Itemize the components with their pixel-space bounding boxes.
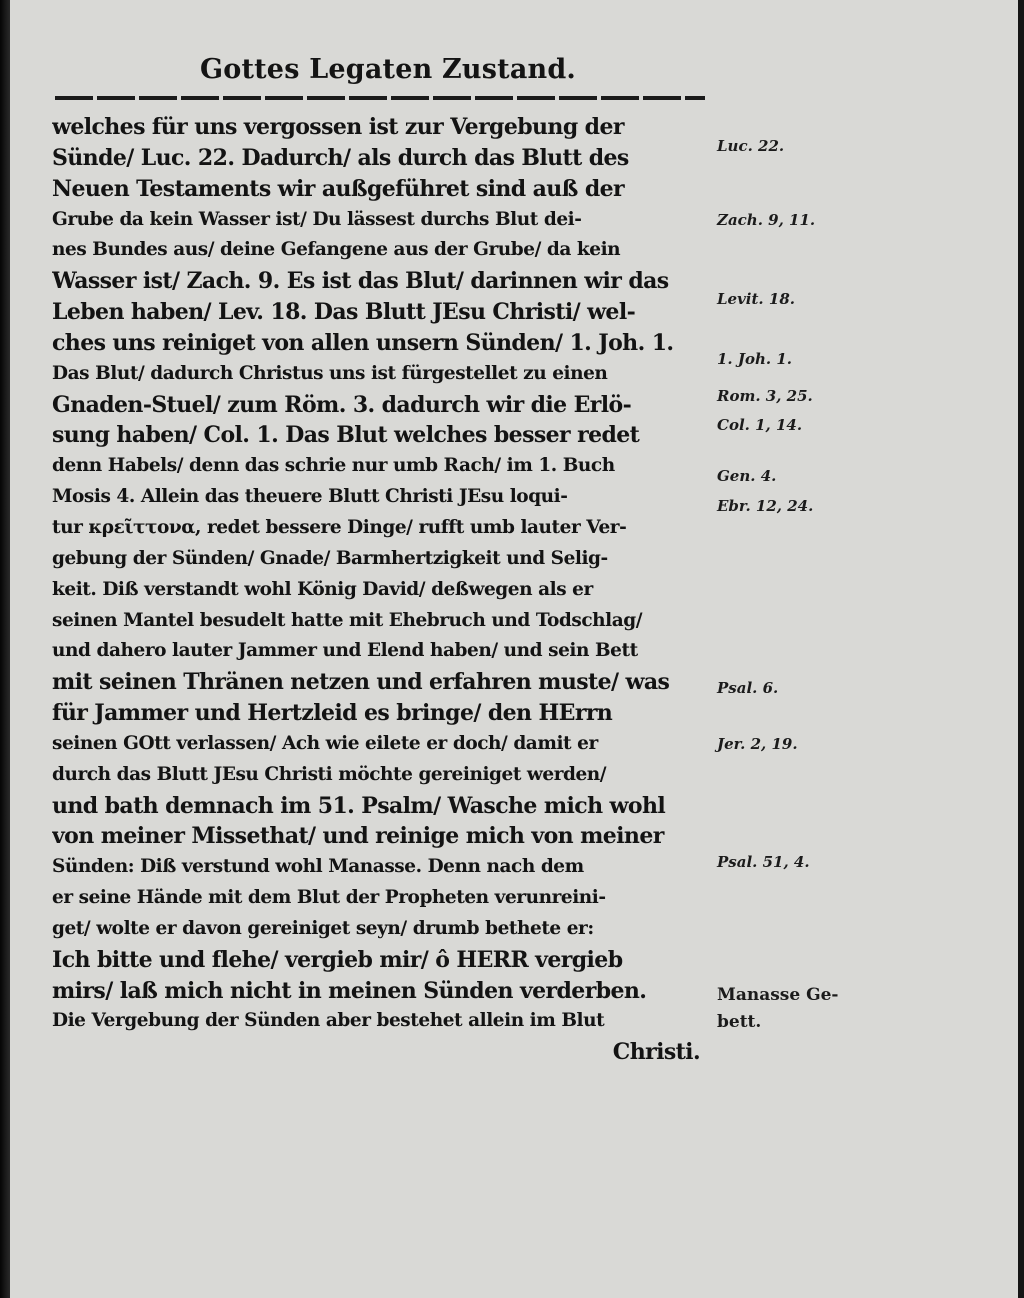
text-line: Wasser ist/ Zach. 9. Es ist das Blut/ darinnen wir das xyxy=(52,268,669,295)
text-line: Sünden: Diß verstund wohl Manasse. Denn nach dem xyxy=(52,856,584,878)
text-line: Grube da kein Wasser ist/ Du lässest durchs Blut dei- xyxy=(52,208,582,230)
body-text xyxy=(52,112,712,1068)
text-line: und dahero lauter Jammer und Elend haben/ und sein Bett xyxy=(52,640,638,662)
text-line: mirs/ laß mich nicht in meinen Sünden verderben. xyxy=(52,977,647,1004)
text-line: er seine Hände mit dem Blut der Propheten verunreini- xyxy=(52,887,606,909)
margin-note: Col. 1, 14. xyxy=(717,416,803,434)
header-rule xyxy=(55,96,705,100)
margin-note: Levit. 18. xyxy=(717,290,795,308)
text-line: sung haben/ Col. 1. Das Blut welches besser redet xyxy=(52,422,640,449)
margin-note: Ebr. 12, 24. xyxy=(717,497,814,515)
margin-note: Gen. 4. xyxy=(717,467,777,485)
text-line: Sünde/ Luc. 22. Dadurch/ als durch das Blutt des xyxy=(52,144,629,171)
running-head: Gottes Legaten Zustand. xyxy=(200,54,577,85)
margin-note: bett. xyxy=(717,1012,762,1032)
text-line: Gnaden-Stuel/ zum Röm. 3. dadurch wir die Erlö- xyxy=(52,391,632,418)
text-line: get/ wolte er davon gereiniget seyn/ drumb bethete er: xyxy=(52,917,594,939)
margin-note: Manasse Ge- xyxy=(717,985,839,1005)
text-line: welches für uns vergossen ist zur Vergebung der xyxy=(52,114,624,140)
margin-note: Rom. 3, 25. xyxy=(717,387,813,405)
text-line: durch das Blutt JEsu Christi möchte gereiniget werden/ xyxy=(52,763,607,785)
text-line: mit seinen Thränen netzen und erfahren muste/ was xyxy=(52,669,670,696)
margin-note: Jer. 2, 19. xyxy=(717,735,798,753)
text-line: ches uns reiniget von allen unsern Sünden/ 1. Joh. 1. xyxy=(52,329,674,356)
text-line: und bath demnach im 51. Psalm/ Wasche mich wohl xyxy=(52,792,666,819)
text-line: Die Vergebung der Sünden aber bestehet allein im Blut xyxy=(52,1010,605,1032)
margin-note: Zach. 9, 11. xyxy=(717,211,816,229)
text-line: denn Habels/ denn das schrie nur umb Rach/ im 1. Buch xyxy=(52,455,615,477)
text-line: von meiner Missethat/ und reinige mich von meiner xyxy=(52,823,664,850)
margin-note: 1. Joh. 1. xyxy=(717,350,792,368)
catchword: Christi. xyxy=(612,1039,700,1066)
text-line: Leben haben/ Lev. 18. Das Blutt JEsu Christi/ wel- xyxy=(52,299,636,326)
page-edge-shadow xyxy=(0,0,10,1298)
text-line: Das Blut/ dadurch Christus uns ist fürgestellet zu einen xyxy=(52,362,608,384)
text-line: Ich bitte und flehe/ vergieb mir/ ô HERR vergieb xyxy=(52,946,623,973)
text-line: seinen Mantel besudelt hatte mit Ehebruch und Todschlag/ xyxy=(52,609,643,631)
text-line: tur κρεῖττονα, redet bessere Dinge/ rufft umb lauter Ver- xyxy=(52,516,627,538)
text-line: keit. Diß verstandt wohl König David/ deßwegen als er xyxy=(52,578,593,600)
text-line: Mosis 4. Allein das theuere Blutt Christi JEsu loqui- xyxy=(52,486,568,508)
text-line: nes Bundes aus/ deine Gefangene aus der Grube/ da kein xyxy=(52,239,621,261)
margin-note: Psal. 6. xyxy=(717,679,779,697)
margin-notes xyxy=(710,0,870,1298)
text-line: seinen GOtt verlassen/ Ach wie eilete er doch/ damit er xyxy=(52,732,598,754)
text-line: Neuen Testaments wir außgeführet sind auß der xyxy=(52,175,625,202)
text-line: gebung der Sünden/ Gnade/ Barmhertzigkeit und Selig- xyxy=(52,547,608,569)
margin-note: Luc. 22. xyxy=(717,137,785,155)
text-line: für Jammer und Hertzleid es bringe/ den HErrn xyxy=(52,700,613,727)
book-page xyxy=(10,0,1018,1298)
margin-note: Psal. 51, 4. xyxy=(717,853,810,871)
